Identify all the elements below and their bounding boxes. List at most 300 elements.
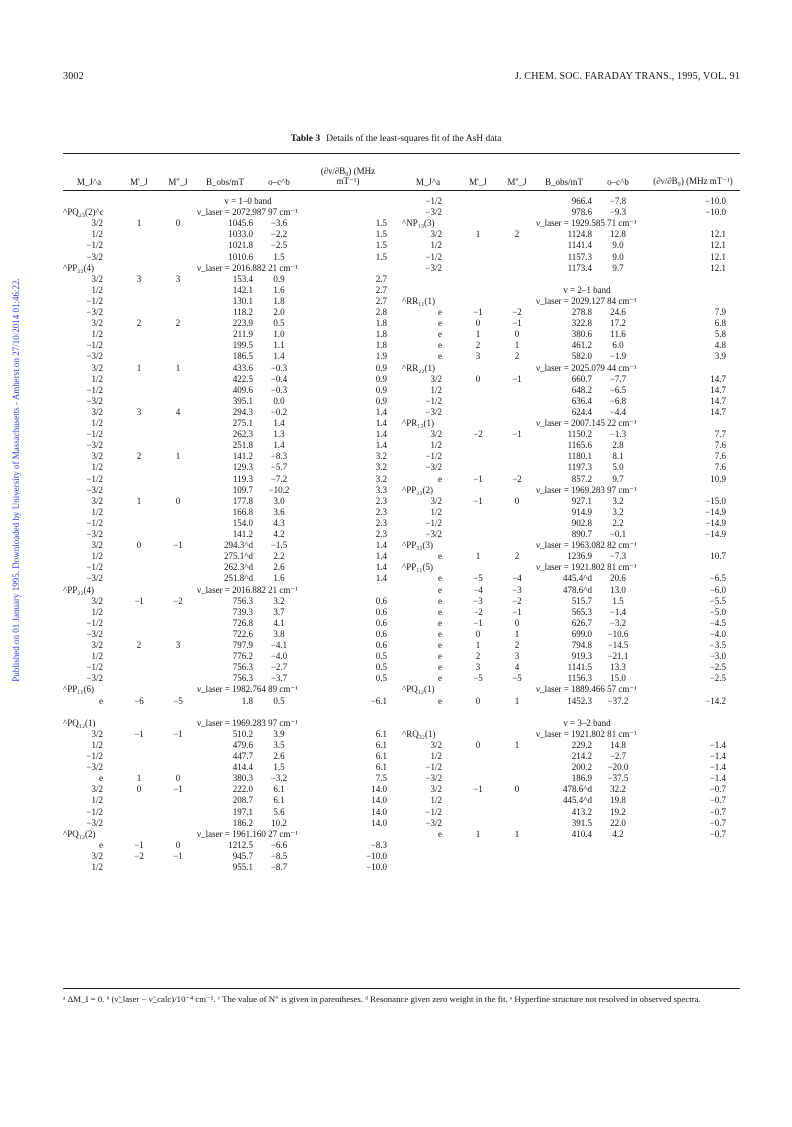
- table-cell: 927.1: [571, 495, 592, 506]
- table-cell: 197.1: [232, 806, 253, 817]
- table-row: [63, 385, 393, 396]
- table-top-rule: [63, 153, 740, 154]
- transition-label: ^NP₁₃(3): [402, 218, 435, 229]
- table-cell: 2: [475, 651, 481, 662]
- table-cell: 24.6: [610, 307, 626, 317]
- table-cell: 0.6: [375, 595, 387, 606]
- table-cell: e: [438, 351, 442, 362]
- table-row: [63, 807, 393, 818]
- table-cell: 1.8: [273, 295, 285, 306]
- table-row: [402, 662, 740, 673]
- table-row: [402, 474, 740, 485]
- laser-wavenumber: ν_laser = 1961.160 27 cm⁻¹: [197, 828, 298, 839]
- table-cell: −15.0: [705, 495, 726, 506]
- table-cell: 1/2: [91, 462, 103, 473]
- transition-row: [402, 684, 740, 695]
- table-cell: 251.8^d: [224, 573, 253, 584]
- table-cell: 1033.0: [228, 229, 253, 240]
- table-cell: 6.8: [714, 318, 726, 329]
- table-row: [402, 385, 740, 396]
- table-cell: 109.7: [232, 484, 253, 495]
- table-cell: −3/2: [86, 817, 103, 828]
- header-mj-upper: M'_J: [130, 177, 148, 187]
- table-cell: 223.9: [232, 318, 253, 329]
- table-cell: 1010.6: [228, 251, 253, 262]
- table-cell: 3/2: [91, 784, 103, 795]
- table-cell: 1212.5: [228, 839, 253, 850]
- table-cell: 199.5: [232, 340, 253, 351]
- table-cell: 3.8: [273, 628, 285, 639]
- header-tuning-rate: (∂ν/∂B₀) (MHz mT⁻¹): [653, 176, 733, 186]
- table-cell: −3.5: [709, 640, 726, 650]
- table-row: [63, 729, 393, 740]
- transition-label: ^PQ₁₂(2): [63, 828, 96, 839]
- transition-row: [63, 585, 393, 596]
- table-cell: 4.8: [714, 340, 726, 351]
- table-row: [402, 640, 740, 651]
- table-cell: −1/2: [86, 751, 103, 761]
- table-row: [63, 363, 393, 374]
- table-row: [63, 529, 393, 540]
- table-cell: 3.2: [612, 506, 624, 517]
- table-cell: 1021.8: [228, 240, 253, 251]
- table-cell: −3.2: [609, 617, 627, 628]
- header-tuning-rate: (∂ν/∂B₀) (MHz mT⁻¹): [320, 166, 376, 186]
- table-cell: −0.1: [609, 529, 627, 539]
- table-cell: e: [438, 662, 442, 673]
- table-cell: 14.7: [710, 395, 726, 406]
- table-cell: 1/2: [91, 373, 103, 384]
- table-cell: −3: [473, 595, 483, 606]
- table-row: [63, 485, 393, 496]
- table-cell: −6.5: [709, 573, 726, 584]
- table-cell: 1.4: [375, 418, 387, 428]
- table-footnote: ᵃ ΔM_I = 0. ᵇ (ν̃_laser − ν̃_calc)/10⁻⁴ cm⁻¹. ᶜ The value of N″ is given in parentheses. ᵈ Resonance given zero weight in the fit. ᵉ Hyperfine structure not resolved in observed spectra.: [63, 994, 701, 1004]
- table-cell: −0.4: [270, 373, 288, 384]
- table-cell: 14.7: [710, 406, 726, 417]
- table-cell: 1: [136, 495, 142, 506]
- table-cell: e: [438, 329, 442, 340]
- table-cell: e: [438, 318, 442, 329]
- header-bobs: B_obs/mT: [544, 177, 583, 187]
- table-row: [63, 773, 393, 784]
- table-cell: −1/2: [86, 662, 103, 673]
- table-cell: 1156.3: [567, 673, 592, 684]
- table-row: [63, 462, 393, 473]
- table-cell: 186.9: [571, 773, 592, 784]
- table-row: [63, 496, 393, 507]
- table-row: [402, 518, 740, 529]
- table-cell: −6: [134, 695, 144, 706]
- table-cell: 699.0: [571, 628, 592, 639]
- table-cell: −1.3: [609, 429, 627, 440]
- table-cell: 275.1: [232, 418, 253, 428]
- table-cell: −1/2: [425, 451, 442, 462]
- transition-label: ^PP₁₁(5): [402, 562, 434, 573]
- table-cell: −3/2: [86, 395, 103, 406]
- table-row: [63, 840, 393, 851]
- table-cell: 208.7: [232, 795, 253, 806]
- table-cell: 1141.4: [567, 240, 592, 251]
- table-cell: 12.1: [710, 262, 726, 273]
- table-cell: −1: [173, 728, 183, 739]
- table-row: [402, 318, 740, 329]
- table-cell: 142.1: [232, 284, 253, 295]
- transition-label: ^PP₁₁(6): [63, 684, 95, 695]
- table-cell: −14.2: [705, 695, 726, 706]
- table-cell: 9.7: [612, 262, 624, 273]
- table-cell: 1/2: [91, 651, 103, 662]
- table-row: [402, 795, 740, 806]
- table-row: [402, 551, 740, 562]
- table-cell: −1/2: [425, 395, 442, 406]
- table-cell: 1/2: [430, 506, 442, 517]
- table-row: [63, 474, 393, 485]
- table-cell: −3.0: [709, 651, 726, 662]
- table-cell: 222.0: [232, 784, 253, 795]
- header-o-c: o–c^b: [607, 177, 629, 187]
- table-cell: 1.5: [375, 251, 387, 262]
- table-cell: 0.6: [375, 640, 387, 650]
- transition-row: [63, 718, 393, 729]
- table-cell: −5.7: [270, 462, 288, 473]
- table-cell: −6.0: [709, 584, 726, 595]
- table-cell: 0.5: [375, 662, 387, 673]
- table-cell: 1.4: [375, 406, 387, 417]
- table-cell: 1: [514, 340, 520, 351]
- table-cell: −1: [473, 473, 483, 484]
- table-cell: −1/2: [425, 196, 442, 206]
- table-row: [63, 596, 393, 607]
- table-row: [402, 496, 740, 507]
- table-cell: 1.1: [273, 340, 285, 351]
- table-cell: 1/2: [430, 795, 442, 806]
- table-cell: 0.5: [273, 318, 285, 329]
- table-cell: −10.0: [705, 196, 726, 206]
- table-cell: 3.7: [273, 606, 285, 617]
- table-cell: 1.8: [241, 695, 253, 706]
- table-cell: 20.6: [610, 573, 626, 584]
- transition-row: [402, 218, 740, 229]
- table-cell: −3/2: [86, 351, 103, 362]
- table-cell: −3.7: [270, 673, 288, 684]
- table-cell: 118.2: [233, 307, 253, 317]
- table-cell: −7.7: [609, 373, 627, 384]
- table-cell: −1.4: [709, 739, 726, 750]
- table-cell: e: [438, 584, 442, 595]
- table-cell: 3/2: [430, 784, 442, 795]
- table-cell: 3.5: [273, 739, 285, 750]
- table-cell: −4.0: [270, 651, 288, 662]
- table-cell: −2: [473, 606, 483, 617]
- table-row: [63, 562, 393, 573]
- table-cell: 582.0: [571, 351, 592, 362]
- table-cell: 275.1^d: [224, 551, 253, 562]
- table-cell: 515.7: [571, 595, 592, 606]
- table-cell: 0: [175, 839, 181, 850]
- table-cell: −1: [473, 495, 483, 506]
- table-cell: −1/2: [86, 517, 103, 528]
- table-row: [63, 640, 393, 651]
- table-cell: 966.4: [571, 196, 592, 206]
- table-cell: 433.6: [232, 362, 253, 373]
- table-cell: 3.2: [375, 462, 387, 473]
- table-cell: 5.8: [714, 329, 726, 340]
- table-row: [63, 795, 393, 806]
- table-cell: 410.4: [571, 828, 592, 839]
- table-cell: −3/2: [86, 440, 103, 451]
- laser-wavenumber: ν_laser = 1963.082 82 cm⁻¹: [536, 540, 637, 551]
- transition-row: [402, 729, 740, 740]
- table-row: [63, 507, 393, 518]
- table-cell: −3/2: [425, 773, 442, 784]
- table-cell: −3.2: [270, 773, 288, 784]
- table-cell: 1/2: [91, 795, 103, 806]
- page-number: 3002: [63, 71, 84, 82]
- table-cell: −6.1: [370, 695, 387, 706]
- table-row: [63, 862, 393, 873]
- table-cell: 0: [475, 628, 481, 639]
- table-cell: 3: [175, 273, 181, 284]
- table-cell: −4.5: [709, 617, 726, 628]
- table-row: [63, 784, 393, 795]
- table-cell: −10.2: [268, 484, 290, 495]
- table-cell: 2.6: [273, 751, 285, 761]
- table-cell: −9.3: [609, 207, 627, 218]
- table-cell: −3/2: [425, 262, 442, 273]
- table-cell: 3/2: [91, 850, 103, 861]
- table-cell: −3/2: [425, 529, 442, 539]
- table-cell: 1/2: [91, 284, 103, 295]
- table-cell: 9.7: [612, 473, 624, 484]
- table-row: [63, 285, 393, 296]
- table-cell: 1: [475, 551, 481, 562]
- table-cell: −1/2: [86, 340, 103, 351]
- table-cell: −2.5: [709, 673, 726, 684]
- table-cell: 3.3: [375, 484, 387, 495]
- table-cell: 2: [514, 640, 520, 650]
- table-cell: 2.2: [273, 551, 285, 562]
- table-cell: −0.3: [270, 362, 288, 373]
- table-cell: 0: [175, 495, 181, 506]
- table-cell: 0: [475, 373, 481, 384]
- table-cell: 1: [475, 640, 481, 650]
- table-row: [402, 585, 740, 596]
- table-cell: 2: [136, 318, 142, 329]
- table-cell: 2.3: [375, 529, 387, 539]
- table-cell: 3: [514, 651, 520, 662]
- table-row: [402, 307, 740, 318]
- table-cell: 10.9: [710, 473, 726, 484]
- table-cell: −8.3: [370, 839, 387, 850]
- table-cell: 3.0: [273, 495, 285, 506]
- table-row: [63, 296, 393, 307]
- table-row: [63, 440, 393, 451]
- table-row: [63, 374, 393, 385]
- table-cell: 1.6: [273, 284, 285, 295]
- table-cell: 0: [514, 617, 520, 628]
- table-cell: −0.7: [709, 817, 726, 828]
- table-cell: −1/2: [425, 517, 442, 528]
- table-cell: 1/2: [430, 240, 442, 251]
- table-cell: 1.4: [273, 351, 285, 362]
- table-row: [402, 440, 740, 451]
- table-cell: 129.3: [232, 462, 253, 473]
- table-cell: 3/2: [91, 728, 103, 739]
- table-cell: 478.6^d: [563, 784, 592, 795]
- table-cell: 395.1: [232, 395, 253, 406]
- table-cell: −4: [473, 584, 483, 595]
- table-row: [63, 662, 393, 673]
- table-row: [402, 229, 740, 240]
- table-cell: 1.8: [375, 340, 387, 351]
- table-cell: −20.0: [607, 762, 629, 773]
- table-cell: 0.6: [375, 628, 387, 639]
- table-cell: −3.6: [270, 218, 288, 229]
- table-cell: 3/2: [91, 640, 103, 650]
- laser-wavenumber: ν_laser = 1982.764 89 cm⁻¹: [197, 684, 298, 695]
- table-cell: −2: [173, 595, 183, 606]
- table-cell: 278.8: [571, 307, 592, 317]
- table-cell: 3/2: [91, 218, 103, 229]
- table-cell: −10.0: [705, 207, 726, 218]
- table-cell: −10.6: [607, 628, 629, 639]
- table-cell: 0.5: [375, 651, 387, 662]
- table-cell: 756.3: [232, 673, 253, 684]
- table-row: [63, 696, 393, 707]
- table-cell: e: [99, 839, 103, 850]
- transition-row: [63, 207, 393, 218]
- transition-row: [63, 684, 393, 695]
- table-cell: e: [438, 551, 442, 562]
- table-cell: 1.4: [375, 562, 387, 573]
- table-row: [63, 762, 393, 773]
- table-cell: −1.4: [609, 606, 627, 617]
- table-cell: 4.3: [273, 517, 285, 528]
- transition-label: ^RR₁₁(1): [402, 295, 435, 306]
- table-cell: −8.5: [270, 850, 288, 861]
- table-cell: 461.2: [571, 340, 592, 351]
- table-cell: 648.2: [571, 384, 592, 395]
- table-cell: 3/2: [430, 373, 442, 384]
- table-cell: 0: [136, 784, 142, 795]
- table-cell: −3/2: [86, 573, 103, 584]
- table-cell: −5.5: [709, 595, 726, 606]
- table-cell: 6.1: [375, 728, 387, 739]
- table-cell: 2: [175, 318, 181, 329]
- running-header: J. CHEM. SOC. FARADAY TRANS., 1995, VOL. 91: [514, 71, 740, 82]
- table-cell: −3/2: [425, 207, 442, 218]
- laser-wavenumber: ν_laser = 2016.882 21 cm⁻¹: [197, 262, 298, 273]
- table-cell: 2.8: [612, 440, 624, 451]
- laser-wavenumber: ν_laser = 1969.283 97 cm⁻¹: [197, 717, 298, 728]
- transition-row: [402, 540, 740, 551]
- table-cell: e: [438, 628, 442, 639]
- laser-wavenumber: ν_laser = 2025.079 44 cm⁻¹: [536, 362, 637, 373]
- table-cell: −14.5: [607, 640, 629, 650]
- table-cell: 2: [514, 551, 520, 562]
- table-row: [402, 529, 740, 540]
- table-cell: 0.6: [375, 617, 387, 628]
- transition-label: ^PQ₂₃(2)^c: [63, 207, 104, 218]
- table-cell: 12.8: [610, 229, 626, 240]
- table-cell: −6.8: [609, 395, 627, 406]
- table-row: [63, 329, 393, 340]
- transition-label: ^PR₁₃(1): [402, 418, 435, 428]
- table-row: [402, 829, 740, 840]
- table-cell: 0: [514, 495, 520, 506]
- table-cell: −1/2: [86, 429, 103, 440]
- table-cell: −4.1: [270, 640, 288, 650]
- table-cell: 1.6: [273, 573, 285, 584]
- table-cell: −1: [173, 850, 183, 861]
- table-row: [402, 507, 740, 518]
- table-row: [63, 340, 393, 351]
- table-cell: 0: [514, 784, 520, 795]
- table-cell: 2: [514, 351, 520, 362]
- table-cell: −5: [473, 573, 483, 584]
- table-cell: 914.9: [571, 506, 592, 517]
- table-cell: −2.7: [270, 662, 288, 673]
- table-cell: e: [438, 606, 442, 617]
- header-mj-upper: M'_J: [469, 177, 487, 187]
- table-cell: −1.9: [609, 351, 627, 362]
- table-cell: 0.9: [375, 395, 387, 406]
- table-cell: −1: [134, 595, 144, 606]
- table-row: [63, 307, 393, 318]
- table-row: [402, 263, 740, 274]
- table-cell: 6.0: [612, 340, 624, 351]
- table-cell: 3/2: [91, 451, 103, 462]
- table-row: [402, 696, 740, 707]
- table-cell: 0.5: [273, 695, 285, 706]
- table-row: [402, 340, 740, 351]
- table-cell: −5: [173, 695, 183, 706]
- table-cell: 1173.4: [567, 262, 592, 273]
- table-cell: 2: [136, 451, 142, 462]
- table-cell: 1.5: [375, 229, 387, 240]
- table-cell: 251.8: [232, 440, 253, 451]
- table-cell: e: [438, 617, 442, 628]
- table-cell: 2.7: [375, 284, 387, 295]
- table-row: [402, 784, 740, 795]
- table-cell: 1.5: [612, 595, 624, 606]
- table-cell: 3.6: [273, 506, 285, 517]
- table-cell: 3/2: [91, 540, 103, 551]
- table-cell: e: [438, 695, 442, 706]
- table-cell: 3.2: [375, 451, 387, 462]
- table-row: [63, 240, 393, 251]
- table-cell: 262.3: [232, 429, 253, 440]
- table-cell: 726.8: [232, 617, 253, 628]
- table-cell: 8.1: [612, 451, 624, 462]
- table-cell: 22.0: [610, 817, 626, 828]
- table-cell: 0.9: [375, 362, 387, 373]
- table-cell: −3/2: [86, 484, 103, 495]
- table-cell: 1/2: [91, 229, 103, 240]
- table-cell: 14.7: [710, 373, 726, 384]
- table-cell: −1/2: [86, 384, 103, 395]
- table-cell: 1.9: [375, 351, 387, 362]
- table-cell: e: [438, 573, 442, 584]
- table-cell: −2.5: [270, 240, 288, 251]
- table-row: [63, 451, 393, 462]
- table-cell: 119.3: [233, 473, 253, 484]
- table-cell: 154.0: [232, 517, 253, 528]
- laser-wavenumber: ν_laser = 1969.283 97 cm⁻¹: [536, 484, 637, 495]
- table-row: [402, 818, 740, 829]
- table-cell: 12.1: [710, 229, 726, 240]
